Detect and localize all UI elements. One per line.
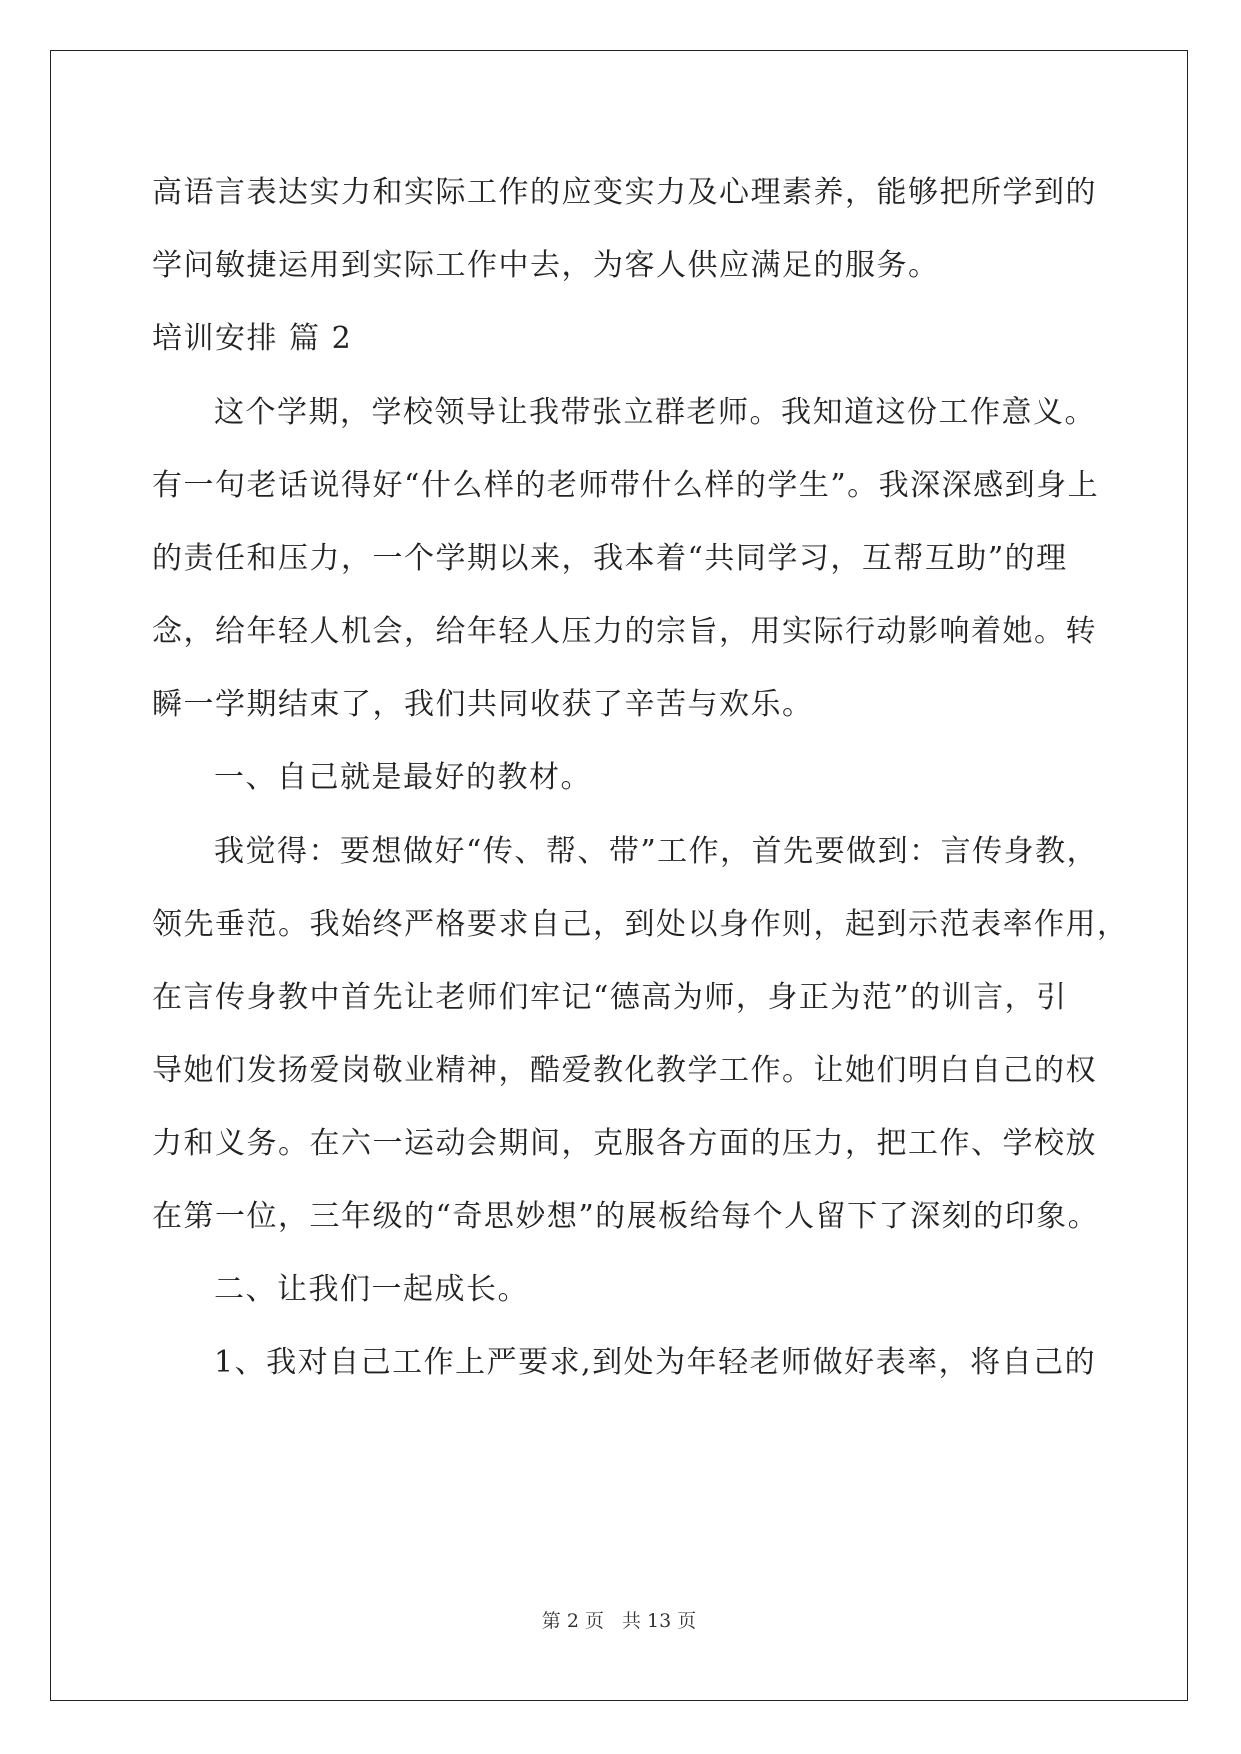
text-line: 念，给年轻人机会，给年轻人压力的宗旨，用实际行动影响着她。转 bbox=[152, 614, 1097, 649]
section-heading: 培训安排 篇 2 bbox=[152, 321, 353, 356]
text-line: 1、我对自己工作上严要求,到处为年轻老师做好表率，将自己的 bbox=[214, 1345, 1097, 1380]
text-line: 领先垂范。我始终严格要求自己，到处以身作则，起到示范表率作用， bbox=[152, 907, 1129, 942]
text-line: 这个学期，学校领导让我带张立群老师。我知道这份工作意义。 bbox=[214, 395, 1096, 430]
text-line: 的责任和压力，一个学期以来，我本着“共同学习，互帮互助”的理 bbox=[152, 541, 1068, 576]
text-line: 瞬一学期结束了，我们共同收获了辛苦与欢乐。 bbox=[152, 687, 814, 722]
document-page bbox=[50, 50, 1188, 1701]
text-line: 有一句老话说得好“什么样的老师带什么样的学生”。我深深感到身上 bbox=[152, 468, 1100, 503]
text-line: 学问敏捷运用到实际工作中去，为客人供应满足的服务。 bbox=[152, 248, 940, 283]
subheading: 二、让我们一起成长。 bbox=[214, 1272, 529, 1307]
subheading: 一、自己就是最好的教材。 bbox=[214, 760, 592, 795]
text-line: 在言传身教中首先让老师们牢记“德高为师，身正为范”的训言，引 bbox=[152, 980, 1068, 1015]
text-line: 在第一位，三年级的“奇思妙想”的展板给每个人留下了深刻的印象。 bbox=[152, 1199, 1100, 1234]
page-footer bbox=[51, 1606, 1187, 1633]
text-line: 我觉得：要想做好“传、帮、带”工作，首先要做到：言传身教， bbox=[214, 834, 1099, 869]
text-line: 高语言表达实力和实际工作的应变实力及心理素养，能够把所学到的 bbox=[152, 175, 1097, 210]
text-line: 导她们发扬爱岗敬业精神，酷爱教化教学工作。让她们明白自己的权 bbox=[152, 1053, 1097, 1088]
text-line: 力和义务。在六一运动会期间，克服各方面的压力，把工作、学校放 bbox=[152, 1126, 1097, 1161]
page-total: 共 13 页 bbox=[621, 1610, 697, 1632]
page-number: 第 2 页 bbox=[541, 1610, 604, 1632]
